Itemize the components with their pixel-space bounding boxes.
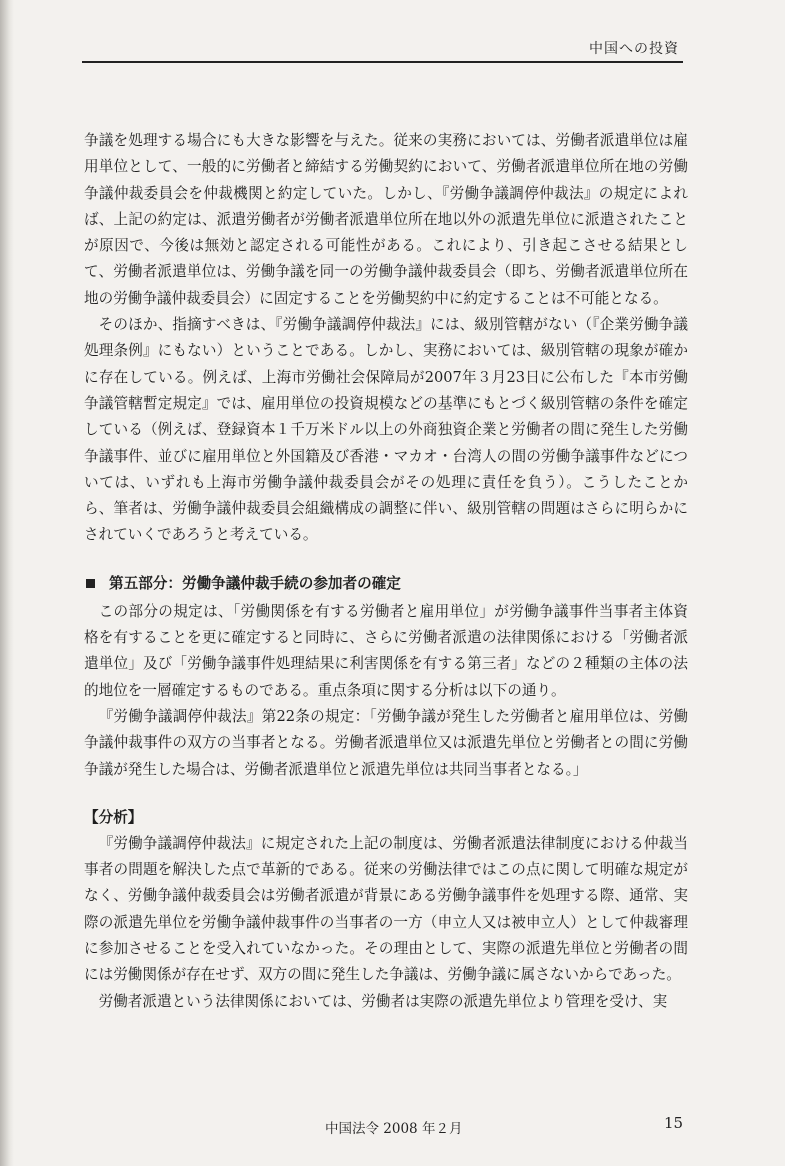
header-rule [82,61,683,63]
section-heading [84,571,688,597]
paragraph-3: この部分の規定は、「労働関係を有する労働者と雇用単位」が労働争議事件当事者主体資格を有することを更に確定すると同時に、さらに労働者派遣の法律関係における「労働者派遣単位」及び「労働争議事件処理結果に利害関係を有する第三者」などの２種類の主体の法的地位を一層確定するものである。重点条項に関する分析は以下の通り。 [84,602,688,699]
paragraph-5: 『労働争議調停仲裁法』に規定された上記の制度は、労働者派遣法律制度における仲裁当事者の問題を解決した点で革新的である。従来の労働法律ではこの点に関して明確な規定がなく、労働争議仲裁委員会は労働者派遣が背景にある労働争議事件を処理する際、通常、実際の派遣先単位を労働争議仲裁事件の当事者の一方（申立人又は被申立人）として仲裁審理に参加させることを受入れていなかった。その理由として、実際の派遣先単位と労働者の間には労働関係が存在せず、双方の間に発生した争議は、労働争議に属さないからであった。 [84,834,688,984]
paragraph-6: 労働者派遣という法律関係においては、労働者は実際の派遣先単位より管理を受け、実 [98,992,668,1010]
page-binding-shadow [0,0,14,1166]
paragraph-2: そのほか、指摘すべきは、『労働争議調停仲裁法』には、級別管轄がない（『企業労働争議処理条例』にもない）ということである。しかし、実務においては、級別管轄の現象が確かに存在している。例えば、上海市労働社会保障局が2007年３月23日に公布した『本市労働争議管轄暫定規定』では、雇用単位の投資規模などの基準にもとづく級別管轄の条件を確定している（例えば、登録資本１千万米ドル以上の外商独資企業と労働者の間に発生した労働争議事件、並びに雇用単位と外国籍及び香港・マカオ・台湾人の間の労働争議事件などについては、いずれも上海市労働争議仲裁委員会がその処理に責任を負う）。こうしたことから、筆者は、労働争議仲裁委員会組織構成の調整に伴い、級別管轄の問題はさらに明らかにされていくであろうと考えている。 [84,316,688,544]
paragraph-4: 『労働争議調停仲裁法』第22条の規定：「労働争議が発生した労働者と雇用単位は、労働争議仲裁事件の双方の当事者となる。労働者派遣単位又は派遣先単位と労働者との間に労働争議が発生した場合は、労働者派遣単位と派遣先単位は共同当事者となる。」 [84,707,688,778]
running-header: 中国への投資 [589,41,679,57]
paragraph-1: 争議を処理する場合にも大きな影響を与えた。従来の実務においては、労働者派遣単位は雇用単位として、一般的に労働者と締結する労働契約において、労働者派遣単位所在地の労働争議仲裁委員会を仲裁機関と約定していた。しかし、『労働争議調停仲裁法』の規定によれば、上記の約定は、派遣労働者が労働者派遣単位所在地以外の派遣先単位に派遣されたことが原因で、今後は無効と認定される可能性がある。これにより、引き起こさせる結果として、労働者派遣単位は、労働争議を同一の労働争議仲裁委員会（即ち、労働者派遣単位所在地の労働争議仲裁委員会）に固定することを労働契約中に約定することは不可能となる。 [84,132,688,307]
page-number: 15 [664,1114,684,1132]
section-heading-text: 第五部分：労働争議仲裁手続の参加者の確定 [109,574,401,592]
footer-journal: 中国法令 2008 年２月 [325,1121,463,1137]
analysis-heading: 【分析】 [84,808,143,826]
body-text [84,128,688,1015]
black-square-icon [86,579,95,588]
